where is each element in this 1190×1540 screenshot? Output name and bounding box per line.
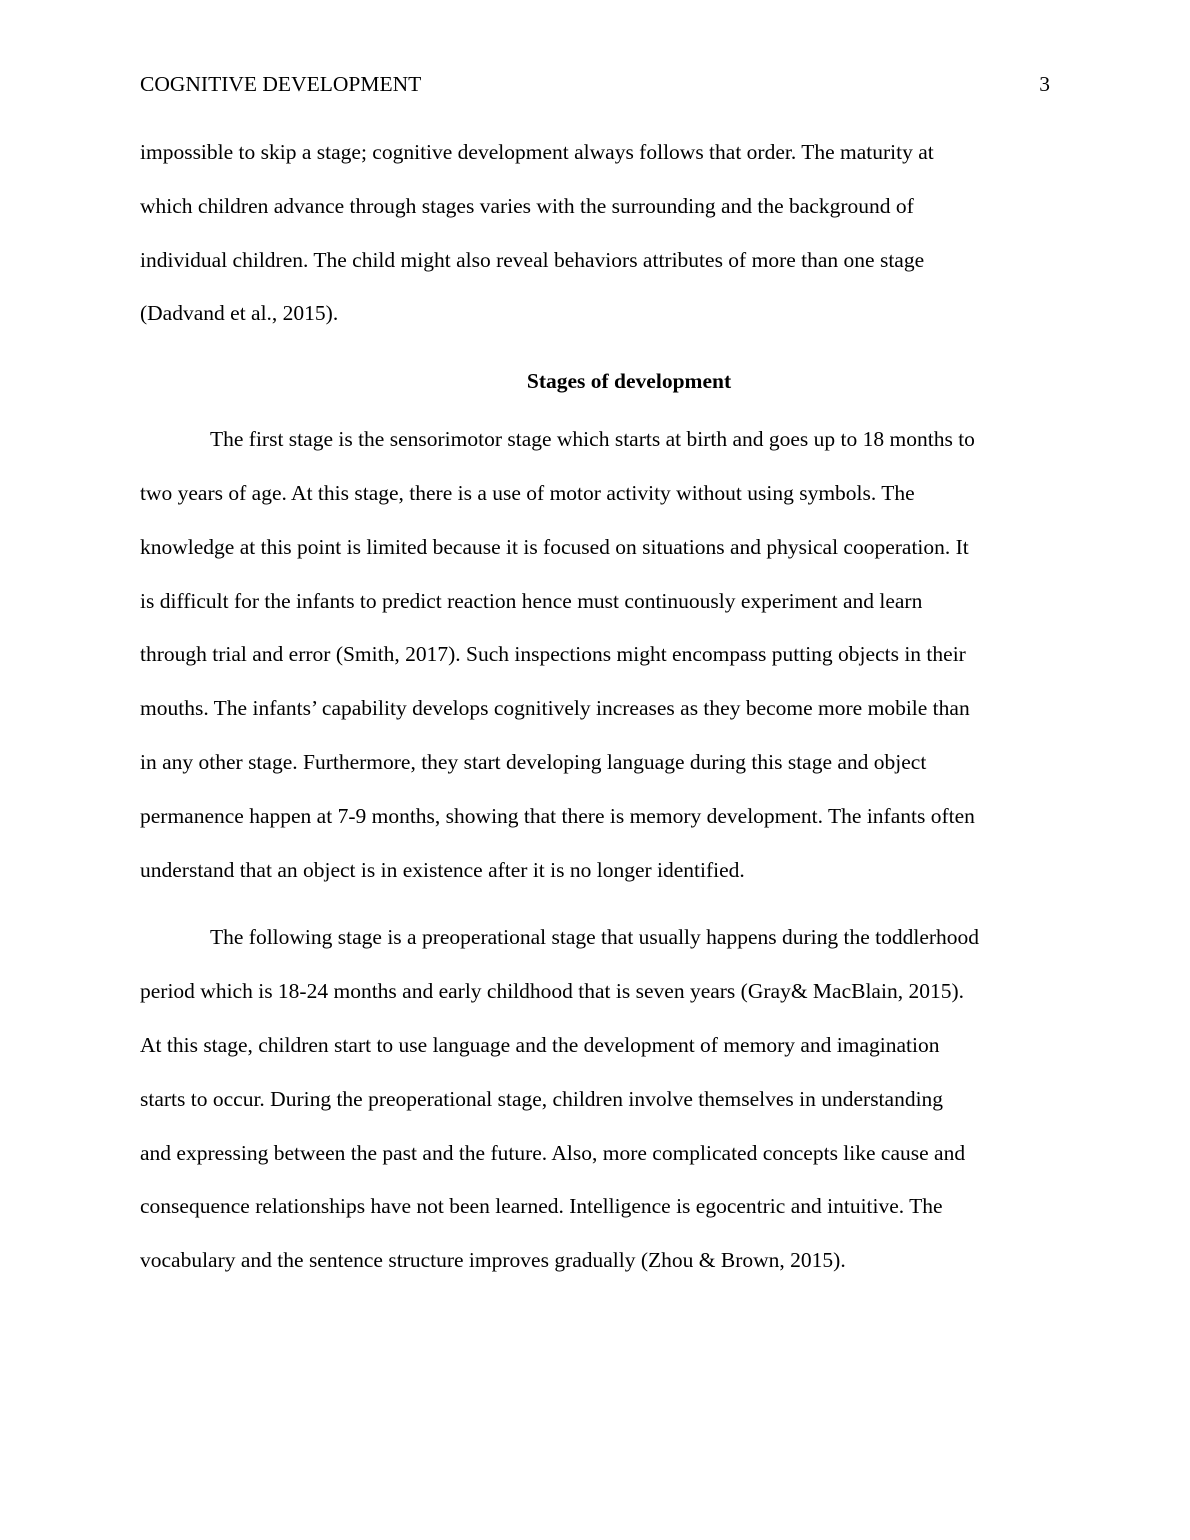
text-line: impossible to skip a stage; cognitive development always follows that order. The maturity at (140, 140, 934, 164)
text-line: period which is 18-24 months and early childhood that is seven years (Gray& MacBlain, 2015). (140, 979, 964, 1004)
text-line: in any other stage. Furthermore, they start developing language during this stage and object (140, 749, 927, 774)
text-line: two years of age. At this stage, there is a use of motor activity without using symbols. The (140, 480, 915, 505)
text-line: knowledge at this point is limited because it is focused on situations and physical cooperation. It (140, 534, 969, 559)
text-line: consequence relationships have not been learned. Intelligence is egocentric and intuitive. The (140, 1194, 943, 1219)
text-line: mouths. The infants’ capability develops cognitively increases as they become more mobile than (140, 696, 970, 721)
text-line: At this stage, children start to use language and the development of memory and imagination (140, 1032, 940, 1057)
text-line: (Dadvand et al., 2015). (140, 301, 339, 326)
paragraph-continuation (140, 126, 1050, 341)
text-line: The first stage is the sensorimotor stage which starts at birth and goes up to 18 months to (210, 427, 975, 452)
text-line: which children advance through stages varies with the surrounding and the background of (140, 193, 914, 218)
paragraph-preoperational (140, 911, 1050, 1288)
running-head: COGNITIVE DEVELOPMENT (140, 72, 422, 96)
paragraph-sensorimotor (140, 413, 1050, 897)
text-line: is difficult for the infants to predict reaction hence must continuously experiment and learn (140, 588, 923, 613)
text-line: vocabulary and the sentence structure improves gradually (Zhou & Brown, 2015). (140, 1248, 846, 1273)
text-line: understand that an object is in existence after it is no longer identified. (140, 857, 745, 882)
text-line: and expressing between the past and the future. Also, more complicated concepts like cause and (140, 1140, 966, 1165)
text-line: individual children. The child might also reveal behaviors attributes of more than one stage (140, 247, 925, 272)
section-heading: Stages of development (526, 369, 732, 394)
text-line: permanence happen at 7-9 months, showing that there is memory development. The infants often (140, 803, 975, 828)
text-line: through trial and error (Smith, 2017). Such inspections might encompass putting objects in their (140, 642, 966, 667)
text-line: The following stage is a preoperational stage that usually happens during the toddlerhood (210, 925, 980, 950)
document-body (140, 126, 1050, 1288)
text-line: starts to occur. During the preoperational stage, children involve themselves in understanding (140, 1086, 944, 1111)
page-number: 3 (1039, 72, 1050, 96)
